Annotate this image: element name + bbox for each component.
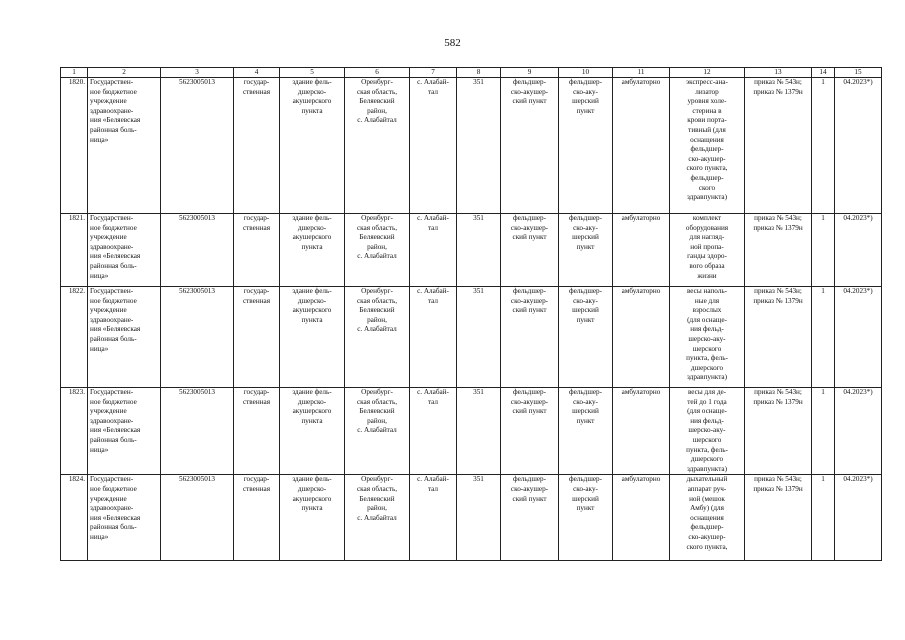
unit-type-line: ско-аку- — [573, 397, 598, 406]
row-number: 1820. — [61, 78, 88, 214]
equipment-description-line: здравпункта) — [686, 193, 728, 202]
organization-name-line: учреждение — [90, 407, 127, 416]
unit-type — [559, 214, 613, 287]
address-line: Беляевский — [359, 306, 395, 315]
locality — [410, 214, 457, 287]
equipment-description-line: для нагляд- — [689, 233, 725, 242]
equipment-description-line: весы для де- — [687, 388, 727, 396]
equipment-description-line: шерско-аку- — [688, 334, 726, 343]
registry-table — [60, 67, 882, 561]
building-type-line: пункта — [301, 242, 323, 251]
unit-type-line: пункт — [576, 416, 595, 425]
facility-type-line: ский пункт — [512, 494, 547, 503]
equipment-description-line: (для оснаще- — [687, 407, 727, 416]
regulatory-orders — [745, 475, 812, 561]
ownership-form-line: ственная — [242, 223, 271, 232]
organization-name-line: Государствен- — [90, 388, 134, 396]
inn-value: 5623005013 — [161, 388, 234, 475]
organization-name-line: ное бюджетное — [90, 223, 137, 232]
regulatory-orders-line: приказ № 1379н — [753, 484, 803, 493]
equipment-description — [670, 388, 745, 475]
equipment-description-line: пункта, фель- — [686, 445, 728, 454]
unit-type-line: шерский — [572, 494, 599, 503]
building-type-line: здание фель- — [292, 287, 332, 295]
building-type — [280, 78, 345, 214]
organization-name — [88, 287, 161, 388]
building-type-line: акушерского — [292, 306, 332, 315]
equipment-description-line: лизатор — [695, 87, 719, 96]
equipment-description-line: ского пункта, — [686, 542, 728, 551]
organization-name — [88, 214, 161, 287]
care-mode: амбулаторно — [613, 214, 670, 287]
building-type-line: пункта — [301, 416, 323, 425]
facility-type-line: ский пункт — [512, 97, 547, 106]
organization-name-line: здравоохране- — [90, 504, 134, 513]
address-line: Беляевский — [359, 494, 395, 503]
organization-name-line: здравоохране- — [90, 242, 134, 251]
facility-type-line: фельдшер- — [512, 214, 547, 222]
row-number: 1823. — [61, 388, 88, 475]
address-line: ская область, — [356, 484, 398, 493]
column-number-row — [61, 68, 882, 78]
organization-name-line: районная боль- — [90, 435, 137, 444]
address-line: район, — [367, 315, 387, 324]
quantity: 1 — [812, 388, 835, 475]
address-line: ская область, — [356, 223, 398, 232]
column-number: 6 — [345, 68, 410, 78]
facility-type-line: ско-акушер- — [510, 223, 549, 232]
building-type — [280, 388, 345, 475]
ownership-form-line: государ- — [243, 475, 270, 484]
column-number: 5 — [280, 68, 345, 78]
address — [345, 78, 410, 214]
ownership-form — [234, 287, 280, 388]
equipment-description-line: (для оснаще- — [687, 315, 727, 324]
equipment-description-line: весы наполь- — [686, 287, 728, 295]
ownership-form-line: государ- — [243, 287, 270, 295]
table-row — [61, 78, 882, 214]
equipment-description-line: вого образа — [689, 261, 725, 270]
locality — [410, 475, 457, 561]
address-line: Оренбург- — [361, 78, 393, 86]
address-line: с. Алабайтал — [357, 513, 397, 522]
building-type-line: дшерско- — [297, 397, 327, 406]
equipment-description-line: фельдшер- — [690, 173, 724, 182]
equipment-description-line: оборудования — [685, 223, 729, 232]
address-line: Беляевский — [359, 97, 395, 106]
unit-type-line: шерский — [572, 407, 599, 416]
address-line: ская область, — [356, 296, 398, 305]
regulatory-orders-line: приказ № 543н; — [754, 214, 802, 222]
equipment-description-line: ганды здоро- — [687, 252, 727, 261]
organization-name-line: районная боль- — [90, 334, 137, 343]
due-date: 04.2023*) — [835, 287, 882, 388]
facility-type-line: фельдшер- — [512, 78, 547, 86]
inn-value: 5623005013 — [161, 475, 234, 561]
facility-type-line: ский пункт — [512, 306, 547, 315]
equipment-description-line: аппарат руч- — [687, 484, 727, 493]
column-number: 11 — [613, 68, 670, 78]
equipment-description-line: ского — [698, 183, 716, 192]
locality-line: с. Алабай- — [417, 388, 449, 396]
unit-type-line: шерский — [572, 306, 599, 315]
equipment-description-line: фельдшер- — [690, 523, 724, 532]
facility-type — [501, 214, 559, 287]
inn-value: 5623005013 — [161, 78, 234, 214]
equipment-description-line: ско-акушер- — [688, 154, 726, 163]
building-type-line: здание фель- — [292, 388, 332, 396]
locality — [410, 287, 457, 388]
locality-line: тал — [427, 296, 439, 305]
organization-name-line: ница» — [90, 344, 109, 353]
facility-type — [501, 287, 559, 388]
row-number: 1824. — [61, 475, 88, 561]
organization-name-line: районная боль- — [90, 125, 137, 134]
equipment-description-line: шерского — [692, 435, 722, 444]
organization-name-line: Государствен- — [90, 78, 134, 86]
equipment-description-line: жизни — [697, 271, 717, 280]
equipment-description-line: ского пункта, — [686, 164, 728, 173]
regulatory-orders-line: приказ № 1379н — [753, 397, 803, 406]
quantity: 1 — [812, 475, 835, 561]
locality-line: с. Алабай- — [417, 214, 449, 222]
equipment-description-line: уровня холе- — [687, 97, 727, 106]
building-type-line: акушерского — [292, 407, 332, 416]
address-line: с. Алабайтал — [357, 426, 397, 435]
inn-value: 5623005013 — [161, 214, 234, 287]
building-type — [280, 214, 345, 287]
code-value: 351 — [457, 78, 501, 214]
equipment-description-line: стерина в — [692, 106, 722, 115]
locality-line: с. Алабай- — [417, 78, 449, 86]
equipment-description-line: здравпункта) — [686, 464, 728, 473]
equipment-description-line: тей до 1 года — [687, 397, 727, 406]
organization-name-line: ное бюджетное — [90, 397, 137, 406]
column-number: 2 — [88, 68, 161, 78]
unit-type — [559, 475, 613, 561]
row-number: 1821. — [61, 214, 88, 287]
facility-type — [501, 388, 559, 475]
building-type-line: акушерского — [292, 494, 332, 503]
unit-type-line: пункт — [576, 315, 595, 324]
unit-type-line: пункт — [576, 504, 595, 513]
address-line: Оренбург- — [361, 214, 393, 222]
ownership-form-line: ственная — [242, 484, 271, 493]
ownership-form-line: государ- — [243, 214, 270, 222]
inn-value: 5623005013 — [161, 287, 234, 388]
locality — [410, 388, 457, 475]
equipment-description-line: ной (мешок — [689, 494, 725, 503]
column-number: 14 — [812, 68, 835, 78]
equipment-description — [670, 475, 745, 561]
building-type-line: дшерско- — [297, 223, 327, 232]
quantity: 1 — [812, 78, 835, 214]
table-row — [61, 214, 882, 287]
equipment-description-line: шерско-аку- — [688, 426, 726, 435]
locality-line: тал — [427, 223, 439, 232]
page-number: 582 — [444, 37, 461, 49]
equipment-description — [670, 78, 745, 214]
address-line: район, — [367, 106, 387, 115]
ownership-form-line: ственная — [242, 87, 271, 96]
organization-name-line: ния «Беляевская — [90, 252, 141, 261]
locality — [410, 78, 457, 214]
ownership-form — [234, 214, 280, 287]
regulatory-orders-line: приказ № 1379н — [753, 223, 803, 232]
regulatory-orders-line: приказ № 1379н — [753, 87, 803, 96]
organization-name-line: ница» — [90, 135, 109, 144]
building-type — [280, 287, 345, 388]
ownership-form — [234, 388, 280, 475]
code-value: 351 — [457, 388, 501, 475]
address-line: Оренбург- — [361, 388, 393, 396]
ownership-form — [234, 78, 280, 214]
table-row — [61, 388, 882, 475]
address-line: с. Алабайтал — [357, 325, 397, 334]
equipment-description-line: ной пропа- — [690, 242, 724, 251]
equipment-description-line: шерского — [692, 344, 722, 353]
facility-type-line: ско-акушер- — [510, 87, 549, 96]
column-number: 10 — [559, 68, 613, 78]
address-line: ская область, — [356, 87, 398, 96]
column-number: 1 — [61, 68, 88, 78]
equipment-description-line: фельдшер- — [690, 145, 724, 154]
building-type — [280, 475, 345, 561]
building-type-line: здание фель- — [292, 214, 332, 222]
facility-type — [501, 475, 559, 561]
column-number: 13 — [745, 68, 812, 78]
regulatory-orders-line: приказ № 543н; — [754, 388, 802, 396]
organization-name-line: ница» — [90, 445, 109, 454]
facility-type-line: ский пункт — [512, 407, 547, 416]
care-mode: амбулаторно — [613, 475, 670, 561]
organization-name-line: ное бюджетное — [90, 87, 137, 96]
regulatory-orders-line: приказ № 543н; — [754, 475, 802, 484]
organization-name-line: Государствен- — [90, 287, 134, 295]
ownership-form-line: ственная — [242, 397, 271, 406]
equipment-description — [670, 287, 745, 388]
column-number: 8 — [457, 68, 501, 78]
quantity: 1 — [812, 214, 835, 287]
organization-name-line: здравоохране- — [90, 106, 134, 115]
locality-line: тал — [427, 87, 439, 96]
address-line: район, — [367, 242, 387, 251]
address — [345, 214, 410, 287]
facility-type-line: ско-акушер- — [510, 296, 549, 305]
care-mode: амбулаторно — [613, 388, 670, 475]
regulatory-orders — [745, 287, 812, 388]
unit-type — [559, 78, 613, 214]
organization-name-line: учреждение — [90, 306, 127, 315]
address-line: Беляевский — [359, 407, 395, 416]
building-type-line: дшерско- — [297, 296, 327, 305]
due-date: 04.2023*) — [835, 78, 882, 214]
address-line: Оренбург- — [361, 287, 393, 295]
organization-name-line: районная боль- — [90, 523, 137, 532]
unit-type-line: шерский — [572, 233, 599, 242]
building-type-line: пункта — [301, 106, 323, 115]
code-value: 351 — [457, 214, 501, 287]
regulatory-orders-line: приказ № 543н; — [754, 287, 802, 295]
building-type-line: акушерского — [292, 233, 332, 242]
address-line: Оренбург- — [361, 475, 393, 484]
column-number: 7 — [410, 68, 457, 78]
ownership-form — [234, 475, 280, 561]
organization-name-line: учреждение — [90, 233, 127, 242]
equipment-description-line: оснащения — [690, 513, 724, 522]
organization-name — [88, 388, 161, 475]
unit-type-line: фельдшер- — [568, 78, 603, 86]
address — [345, 287, 410, 388]
regulatory-orders-line: приказ № 543н; — [754, 78, 802, 86]
ownership-form-line: государ- — [243, 388, 270, 396]
organization-name-line: ница» — [90, 271, 109, 280]
equipment-description-line: дшерского — [690, 363, 724, 372]
column-number: 9 — [501, 68, 559, 78]
organization-name-line: ния «Беляевская — [90, 426, 141, 435]
unit-type-line: фельдшер- — [568, 388, 603, 396]
building-type-line: пункта — [301, 504, 323, 513]
table-row — [61, 475, 882, 561]
facility-type-line: ский пункт — [512, 233, 547, 242]
code-value: 351 — [457, 475, 501, 561]
unit-type-line: ско-аку- — [573, 296, 598, 305]
facility-type-line: ско-акушер- — [510, 484, 549, 493]
column-number: 3 — [161, 68, 234, 78]
organization-name-line: ное бюджетное — [90, 484, 137, 493]
regulatory-orders — [745, 388, 812, 475]
building-type-line: дшерско- — [297, 484, 327, 493]
facility-type-line: ско-акушер- — [510, 397, 549, 406]
unit-type-line: фельдшер- — [568, 214, 603, 222]
address — [345, 388, 410, 475]
equipment-description-line: ные для — [694, 296, 720, 305]
facility-type — [501, 78, 559, 214]
address-line: с. Алабайтал — [357, 252, 397, 261]
organization-name-line: ница» — [90, 532, 109, 541]
facility-type-line: фельдшер- — [512, 388, 547, 396]
organization-name-line: ния «Беляевская — [90, 116, 141, 125]
code-value: 351 — [457, 287, 501, 388]
care-mode: амбулаторно — [613, 287, 670, 388]
equipment-description-line: ния фельд- — [690, 416, 724, 425]
unit-type-line: пункт — [576, 242, 595, 251]
row-number: 1822. — [61, 287, 88, 388]
organization-name-line: здравоохране- — [90, 315, 134, 324]
address-line: район, — [367, 416, 387, 425]
unit-type — [559, 287, 613, 388]
organization-name-line: ное бюджетное — [90, 296, 137, 305]
address-line: ская область, — [356, 397, 398, 406]
equipment-description-line: взрослых — [692, 306, 722, 315]
equipment-description-line: ния фельд- — [690, 325, 724, 334]
equipment-description-line: здравпункта) — [686, 373, 728, 382]
organization-name-line: ния «Беляевская — [90, 513, 141, 522]
equipment-description — [670, 214, 745, 287]
address-line: район, — [367, 504, 387, 513]
unit-type-line: ско-аку- — [573, 484, 598, 493]
organization-name — [88, 78, 161, 214]
facility-type-line: фельдшер- — [512, 287, 547, 295]
unit-type-line: шерский — [572, 97, 599, 106]
locality-line: с. Алабай- — [417, 287, 449, 295]
equipment-description-line: дшерского — [690, 455, 724, 464]
organization-name-line: Государствен- — [90, 475, 134, 484]
address-line: Беляевский — [359, 233, 395, 242]
building-type-line: здание фель- — [292, 475, 332, 484]
organization-name-line: Государствен- — [90, 214, 134, 222]
column-number: 15 — [835, 68, 882, 78]
equipment-description-line: ско-акушер- — [688, 532, 726, 541]
quantity: 1 — [812, 287, 835, 388]
unit-type-line: фельдшер- — [568, 475, 603, 484]
table-row — [61, 287, 882, 388]
equipment-description-line: пункта, фель- — [686, 354, 728, 363]
building-type-line: акушерского — [292, 97, 332, 106]
address-line: с. Алабайтал — [357, 116, 397, 125]
regulatory-orders-line: приказ № 1379н — [753, 296, 803, 305]
due-date: 04.2023*) — [835, 214, 882, 287]
equipment-description-line: оснащения — [690, 135, 724, 144]
facility-type-line: фельдшер- — [512, 475, 547, 484]
ownership-form-line: ственная — [242, 296, 271, 305]
organization-name-line: ния «Беляевская — [90, 325, 141, 334]
column-number: 4 — [234, 68, 280, 78]
building-type-line: пункта — [301, 315, 323, 324]
unit-type-line: ско-аку- — [573, 87, 598, 96]
equipment-description-line: экспресс-ана- — [686, 78, 728, 86]
organization-name-line: здравоохране- — [90, 416, 134, 425]
organization-name-line: учреждение — [90, 97, 127, 106]
due-date: 04.2023*) — [835, 388, 882, 475]
ownership-form-line: государ- — [243, 78, 270, 86]
due-date: 04.2023*) — [835, 475, 882, 561]
equipment-description-line: тивный (для — [688, 125, 726, 134]
care-mode: амбулаторно — [613, 78, 670, 214]
equipment-description-line: Амбу) (для — [690, 504, 724, 513]
locality-line: с. Алабай- — [417, 475, 449, 484]
equipment-description-line: крови порта- — [687, 116, 727, 125]
unit-type-line: ско-аку- — [573, 223, 598, 232]
organization-name-line: районная боль- — [90, 261, 137, 270]
equipment-description-line: дыхательный — [686, 475, 728, 484]
regulatory-orders — [745, 214, 812, 287]
column-number: 12 — [670, 68, 745, 78]
equipment-description-line: комплект — [692, 214, 722, 222]
unit-type-line: пункт — [576, 106, 595, 115]
building-type-line: дшерско- — [297, 87, 327, 96]
unit-type — [559, 388, 613, 475]
organization-name-line: учреждение — [90, 494, 127, 503]
address — [345, 475, 410, 561]
building-type-line: здание фель- — [292, 78, 332, 86]
locality-line: тал — [427, 397, 439, 406]
organization-name — [88, 475, 161, 561]
unit-type-line: фельдшер- — [568, 287, 603, 295]
locality-line: тал — [427, 484, 439, 493]
regulatory-orders — [745, 78, 812, 214]
